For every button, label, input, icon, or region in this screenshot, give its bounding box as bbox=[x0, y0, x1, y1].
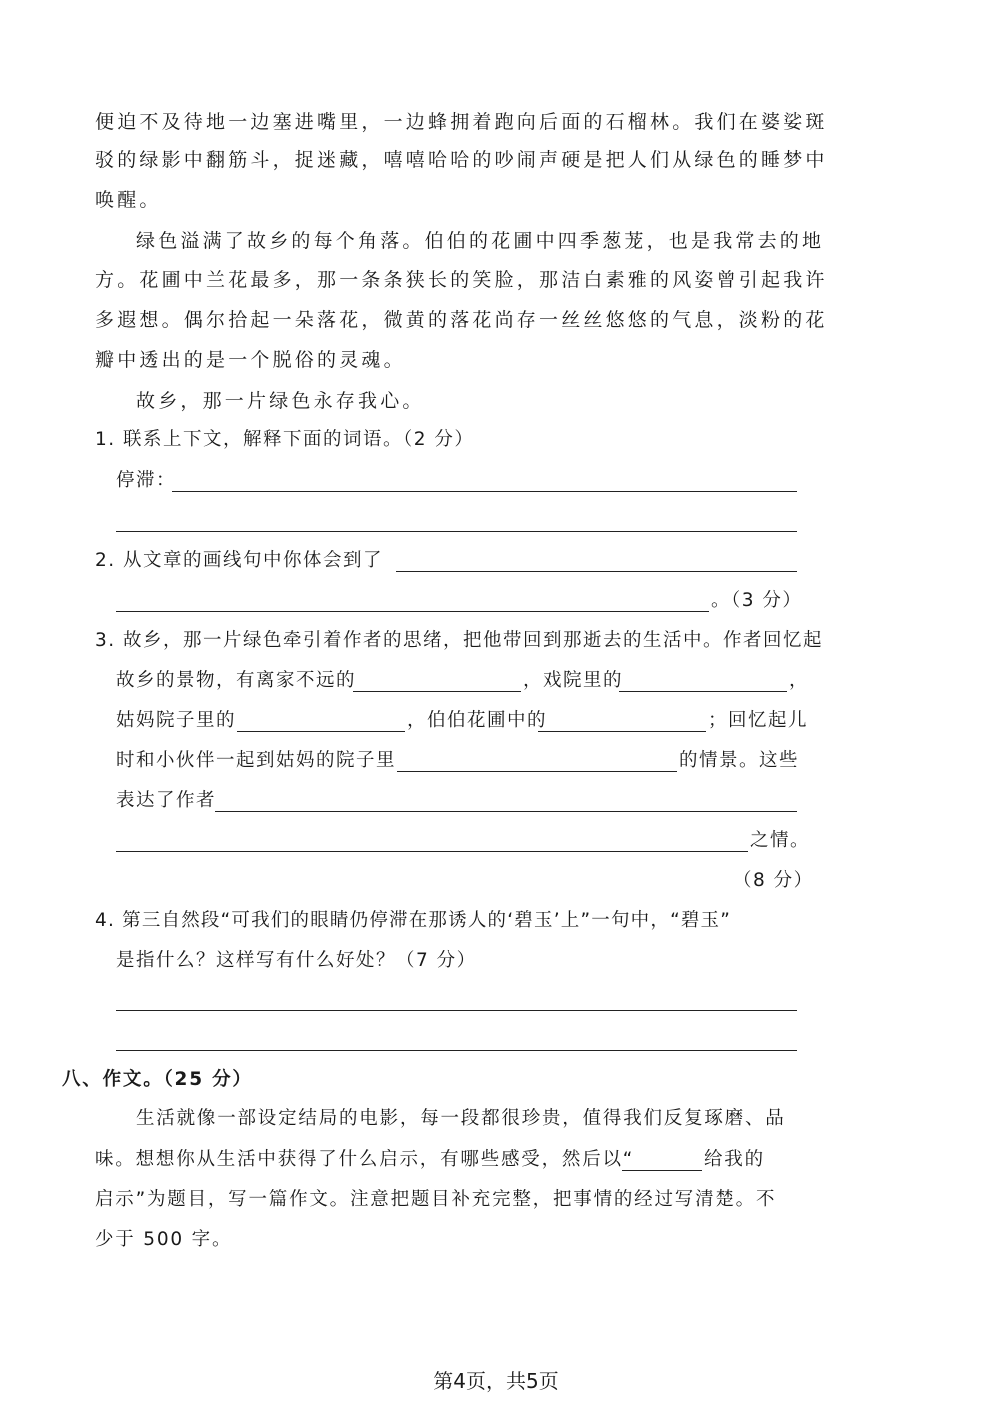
question-4-line: 是指什么？这样写有什么好处？（7 分） bbox=[116, 950, 477, 971]
question-1-term: 停滞： bbox=[116, 470, 177, 491]
composition-heading: 八、作文。（25 分） bbox=[62, 1069, 253, 1090]
composition-line: 少于 500 字。 bbox=[95, 1229, 233, 1250]
page-number: 第4页，共5页 bbox=[433, 1369, 559, 1393]
question-3-line: 3. 故乡，那一片绿色牵引着作者的思绪，把他带回到那逝去的生活中。作者回忆起 bbox=[95, 630, 824, 651]
question-3-text: ，戏院里的 bbox=[523, 670, 624, 691]
answer-line[interactable] bbox=[116, 611, 709, 612]
question-3-line: 故乡的景物，有离家不远的 bbox=[116, 670, 357, 691]
answer-line[interactable] bbox=[116, 1050, 797, 1051]
passage-line: 便迫不及待地一边塞进嘴里，一边蜂拥着跑向后面的石榴林。我们在婆娑斑 bbox=[95, 111, 828, 133]
question-3-text: 的情景。这些 bbox=[679, 750, 800, 771]
answer-line[interactable] bbox=[116, 531, 797, 532]
answer-blank[interactable] bbox=[619, 691, 787, 692]
passage-line: 绿色溢满了故乡的每个角落。伯伯的花圃中四季葱茏，也是我常去的地 bbox=[136, 230, 825, 252]
question-2-score: 。（3 分） bbox=[711, 590, 803, 611]
answer-line[interactable] bbox=[116, 1010, 797, 1011]
question-3-text: ；回忆起儿 bbox=[708, 710, 809, 731]
question-3-line: 表达了作者 bbox=[116, 790, 217, 811]
answer-line[interactable] bbox=[215, 811, 797, 812]
question-2-stem: 2. 从文章的画线句中你体会到了 bbox=[95, 550, 384, 571]
question-4-line: 4. 第三自然段“可我们的眼睛仍停滞在那诱人的‘碧玉’上”一句中，“碧玉” bbox=[95, 910, 732, 931]
composition-line: 给我的 bbox=[704, 1149, 765, 1170]
question-3-line: 时和小伙伴一起到姑妈的院子里 bbox=[116, 750, 397, 771]
passage-line: 方。花圃中兰花最多，那一条条狭长的笑脸，那洁白素雅的风姿曾引起我许 bbox=[95, 269, 828, 291]
composition-line: 生活就像一部设定结局的电影，每一段都很珍贵，值得我们反复琢磨、品 bbox=[136, 1108, 786, 1129]
passage-line: 多遐想。偶尔拾起一朵落花，微黄的落花尚存一丝丝悠悠的气息，淡粉的花 bbox=[95, 309, 828, 331]
answer-line[interactable] bbox=[396, 571, 797, 572]
composition-line: 味。想想你从生活中获得了什么启示，有哪些感受，然后以“ bbox=[95, 1149, 635, 1170]
passage-line: 瓣中透出的是一个脱俗的灵魂。 bbox=[95, 349, 406, 371]
answer-blank[interactable] bbox=[397, 771, 677, 772]
question-1-stem: 1. 联系上下文，解释下面的词语。（2 分） bbox=[95, 429, 475, 450]
composition-line: 启示”为题目，写一篇作文。注意把题目补充完整，把事情的经过写清楚。不 bbox=[95, 1189, 777, 1210]
answer-line[interactable] bbox=[116, 851, 748, 852]
question-3-text: ， bbox=[789, 670, 810, 691]
answer-blank[interactable] bbox=[237, 731, 405, 732]
passage-line: 唤醒。 bbox=[95, 189, 162, 211]
question-3-text: ，伯伯花圃中的 bbox=[407, 710, 548, 731]
answer-line[interactable] bbox=[172, 491, 797, 492]
question-3-text: 之情。 bbox=[750, 830, 811, 851]
title-blank[interactable] bbox=[622, 1170, 702, 1171]
question-3-score: （8 分） bbox=[733, 870, 814, 891]
answer-blank[interactable] bbox=[353, 691, 521, 692]
question-3-line: 姑妈院子里的 bbox=[116, 710, 237, 731]
answer-blank[interactable] bbox=[538, 731, 706, 732]
passage-line: 驳的绿影中翻筋斗，捉迷藏，嘻嘻哈哈的吵闹声硬是把人们从绿色的睡梦中 bbox=[95, 149, 828, 171]
passage-line: 故乡，那一片绿色永存我心。 bbox=[136, 390, 425, 412]
